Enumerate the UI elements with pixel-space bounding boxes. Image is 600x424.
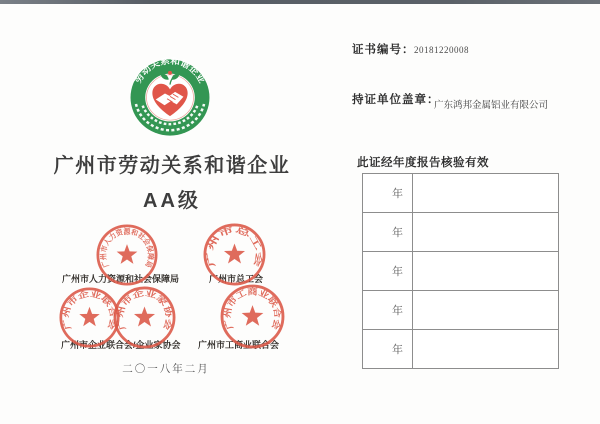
- blank-cell: [413, 174, 558, 212]
- scan-top-edge: [0, 0, 600, 4]
- svg-text:广州市总工会: 广州市总工会: [205, 225, 264, 268]
- verification-table: [362, 173, 559, 369]
- blank-cell: [413, 252, 558, 290]
- seal-caption-enterprise-confederation: 广州市企业联合会/企业家协会: [61, 340, 181, 350]
- svg-text:广州市企业联合会: 广州市企业联合会: [61, 289, 118, 331]
- svg-text:广州市人力资源和社会保障局: 广州市人力资源和社会保障局: [98, 226, 156, 270]
- blank-cell: [413, 213, 558, 251]
- harmony-emblem: [128, 57, 212, 138]
- verification-row: [363, 330, 558, 368]
- verification-row: [363, 291, 558, 330]
- seal-caption-trade-union: 广州市总工会: [209, 274, 264, 284]
- year-cell: 年: [363, 213, 413, 251]
- certificate-number-value: 20181220008: [414, 45, 469, 55]
- verification-table-title: 此证经年度报告核验有效: [357, 157, 489, 169]
- blank-cell: [413, 291, 558, 329]
- certificate-title: 广州市劳动关系和谐企业: [53, 155, 291, 177]
- blank-cell: [413, 330, 558, 368]
- seal-caption-industry-commerce: 广州市工商业联合会: [198, 340, 280, 350]
- verification-row: [363, 252, 558, 291]
- year-cell: 年: [363, 174, 413, 212]
- svg-text:广州市工商业联合会: 广州市工商业联合会: [221, 286, 283, 331]
- certificate-grade: AA级: [143, 190, 201, 212]
- year-cell: 年: [363, 291, 413, 329]
- year-cell: 年: [363, 330, 413, 368]
- holder-company-name: 广东鸿邦金属铝业有限公司: [434, 101, 549, 111]
- year-cell: 年: [363, 252, 413, 290]
- svg-text:广州市企业家协会: 广州市企业家协会: [115, 288, 174, 332]
- holder-seal-label: 持证单位盖章：: [352, 94, 440, 106]
- certificate-number-label: 证书编号：: [352, 44, 415, 56]
- verification-row: [363, 213, 558, 252]
- issue-date: 二〇一八年二月: [122, 363, 210, 375]
- emblem-ring-text: 劳动关系和谐企业: [133, 57, 206, 85]
- seal-caption-hr-bureau: 广州市人力资源和社会保障局: [62, 274, 180, 284]
- verification-row: [363, 174, 558, 213]
